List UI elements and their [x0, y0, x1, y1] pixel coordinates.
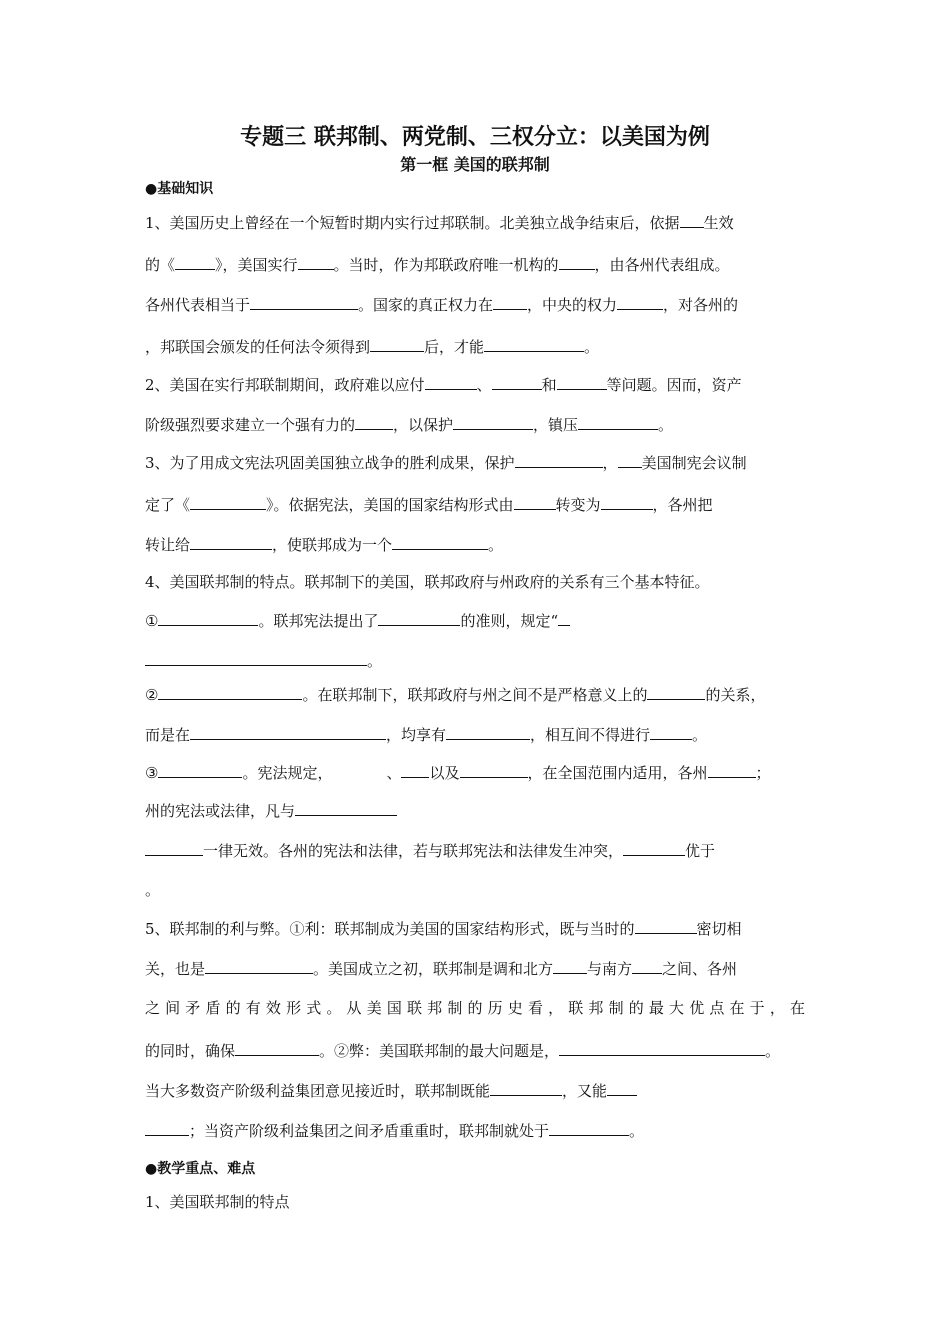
text-run: 各州代表相当于: [145, 296, 251, 314]
fill-blank[interactable]: [295, 800, 397, 816]
text-run: 和: [541, 376, 557, 394]
text-run: ，以保护: [393, 416, 454, 434]
text-run: 州的宪法或法律，凡与: [145, 802, 296, 820]
fill-blank[interactable]: [607, 1080, 637, 1096]
fill-blank[interactable]: [635, 918, 697, 934]
text-run: 。: [584, 338, 600, 356]
text-run: 。在联邦制下，联邦政府与州之间不是严格意义上的: [302, 686, 648, 704]
text-line: [145, 1080, 637, 1101]
fill-blank[interactable]: [158, 684, 302, 700]
text-run: 密切相: [696, 920, 742, 938]
fill-blank[interactable]: [298, 254, 334, 270]
fill-blank[interactable]: [618, 452, 642, 468]
fill-blank[interactable]: [557, 374, 607, 390]
text-line: [145, 998, 805, 1018]
text-line: [145, 800, 397, 821]
text-run: ①: [145, 612, 159, 630]
text-line: [145, 840, 715, 861]
text-run: 。: [145, 881, 161, 899]
text-run: 》。依据宪法，美国的国家结构形式由: [266, 496, 514, 514]
text-run: 、: [476, 376, 492, 394]
fill-blank[interactable]: [623, 840, 685, 856]
fill-blank[interactable]: [355, 414, 393, 430]
fill-blank[interactable]: [484, 336, 584, 352]
fill-blank[interactable]: [549, 1120, 629, 1136]
fill-blank[interactable]: [446, 724, 530, 740]
text-run: 。: [629, 1122, 645, 1140]
page-title: 专题三 联邦制、两党制、三权分立：以美国为例: [240, 125, 710, 150]
text-run: 当大多数资产阶级利益集团意见接近时，联邦制既能: [145, 1082, 491, 1100]
text-line: [145, 762, 771, 783]
text-line: [145, 958, 737, 979]
text-run: ，相互间不得进行: [530, 726, 651, 744]
text-run: 美国制宪会议制: [641, 454, 747, 472]
fill-blank[interactable]: [158, 610, 258, 626]
text-run: 。: [692, 726, 708, 744]
fill-blank[interactable]: [617, 294, 663, 310]
text-line: [145, 534, 503, 555]
text-line: [145, 414, 673, 435]
fill-blank[interactable]: [650, 724, 692, 740]
section-heading-key-points: ●教学重点、难点: [145, 1161, 256, 1177]
text-line: [145, 918, 742, 939]
fill-blank[interactable]: [378, 610, 460, 626]
fill-blank[interactable]: [145, 650, 367, 666]
text-run: 1、美国历史上曾经在一个短暂时期内实行过邦联制。北美独立战争结束后，依据: [145, 214, 680, 232]
fill-blank[interactable]: [559, 254, 595, 270]
text-run: 优于: [685, 842, 716, 860]
text-run: 1、美国联邦制的特点: [145, 1193, 290, 1211]
text-line: [145, 880, 160, 900]
fill-blank[interactable]: [460, 762, 528, 778]
text-run: ，由各州代表组成。: [594, 256, 730, 274]
text-run: 之间矛盾的有效形式。从美国联邦制的历史看，联邦制的最大优点在于，在: [145, 999, 805, 1017]
text-line: [145, 650, 382, 671]
text-run: ，邦联国会颁发的任何法令须得到: [145, 338, 371, 356]
text-run: 生效: [703, 214, 734, 232]
text-run: ，均享有: [386, 726, 447, 744]
fill-blank[interactable]: [250, 294, 358, 310]
fill-blank[interactable]: [490, 1080, 562, 1096]
text-run: 关，也是: [145, 960, 206, 978]
fill-blank[interactable]: [235, 1040, 319, 1056]
text-run: 一律无效。各州的宪法和法律，若与联邦宪法和法律发生冲突，: [203, 842, 624, 860]
text-run: ③: [145, 764, 159, 782]
text-line: [145, 294, 738, 315]
text-run: 定了《: [145, 496, 191, 514]
fill-blank[interactable]: [145, 840, 203, 856]
text-run: 后，才能: [424, 338, 485, 356]
text-line: [145, 684, 765, 705]
text-run: 。②弊：美国联邦制的最大问题是，: [319, 1042, 560, 1060]
text-line: [145, 212, 734, 233]
text-run: ②: [145, 686, 159, 704]
text-run: 。宪法规定，: [242, 764, 333, 782]
fill-blank[interactable]: [492, 374, 542, 390]
fill-blank[interactable]: [601, 494, 653, 510]
text-run: 之间、各州: [662, 960, 738, 978]
text-line: [145, 572, 710, 592]
fill-blank[interactable]: [647, 684, 705, 700]
text-run: ；当资产阶级利益集团之间矛盾重重时，联邦制就处于: [189, 1122, 550, 1140]
text-run: 3、为了用成文宪法巩固美国独立战争的胜利成果，保护: [145, 454, 515, 472]
fill-blank[interactable]: [425, 374, 477, 390]
text-run: ，对各州的: [663, 296, 739, 314]
fill-blank[interactable]: [190, 534, 272, 550]
fill-blank[interactable]: [158, 762, 242, 778]
text-run: 以及: [429, 764, 460, 782]
fill-blank[interactable]: [515, 452, 603, 468]
text-run: 。: [658, 416, 674, 434]
fill-blank[interactable]: [514, 494, 556, 510]
fill-blank[interactable]: [205, 958, 313, 974]
text-run: 的同时，确保: [145, 1042, 236, 1060]
page-subtitle: 第一框 美国的联邦制: [400, 155, 550, 174]
fill-blank[interactable]: [632, 958, 662, 974]
text-line: [145, 452, 747, 473]
text-run: 。: [765, 1042, 781, 1060]
text-run: 的《: [145, 256, 176, 274]
text-run: 阶级强烈要求建立一个强有力的: [145, 416, 356, 434]
fill-blank[interactable]: [190, 724, 386, 740]
text-run: ，又能: [562, 1082, 608, 1100]
fill-blank[interactable]: [145, 1120, 189, 1136]
text-run: ，中央的权力: [527, 296, 618, 314]
text-run: 。当时，作为邦联政府唯一机构的: [333, 256, 559, 274]
text-line: [145, 336, 599, 357]
text-run: 。美国成立之初，联邦制是调和北方: [313, 960, 554, 978]
text-line: [145, 610, 570, 631]
text-run: ，各州把: [652, 496, 713, 514]
fill-blank[interactable]: [708, 762, 756, 778]
text-run: 5、联邦制的利与弊。①利：联邦制成为美国的国家结构形式，既与当时的: [145, 920, 635, 938]
text-run: 而是在: [145, 726, 191, 744]
text-run: 等问题。因而，资产: [606, 376, 742, 394]
fill-blank[interactable]: [453, 414, 533, 430]
fill-blank[interactable]: [175, 254, 215, 270]
fill-blank[interactable]: [190, 494, 266, 510]
text-run: ；: [755, 764, 771, 782]
text-line: [145, 374, 742, 395]
text-run: 。联邦宪法提出了: [258, 612, 379, 630]
text-run: 2、美国在实行邦联制期间，政府难以应付: [145, 376, 425, 394]
text-line: [145, 494, 713, 515]
text-run: 与南方: [587, 960, 633, 978]
text-line: [145, 254, 730, 275]
text-run: 转让给: [145, 536, 191, 554]
text-line: [145, 1192, 290, 1212]
text-run: 的关系，: [705, 686, 766, 704]
text-run: 的准则，规定“: [460, 612, 559, 630]
text-line: [145, 1120, 644, 1141]
text-run: ，: [602, 454, 618, 472]
fill-blank[interactable]: [493, 294, 527, 310]
text-run: 。国家的真正权力在: [358, 296, 494, 314]
text-run: ，在全国范围内适用，各州: [527, 764, 708, 782]
fill-blank[interactable]: [559, 1040, 765, 1056]
text-run: ，使联邦成为一个: [272, 536, 393, 554]
text-run: ，镇压: [533, 416, 579, 434]
fill-blank[interactable]: [680, 212, 704, 228]
section-heading-basic: ●基础知识: [145, 181, 214, 197]
fill-blank[interactable]: [553, 958, 587, 974]
fill-blank[interactable]: [401, 762, 429, 778]
text-run: 。: [367, 652, 383, 670]
text-run: 。: [488, 536, 504, 554]
text-line: [145, 724, 707, 745]
fill-blank[interactable]: [392, 534, 488, 550]
text-run: 转变为: [555, 496, 601, 514]
text-line: [145, 1040, 780, 1061]
text-run: 4、美国联邦制的特点。联邦制下的美国，联邦政府与州政府的关系有三个基本特征。: [145, 573, 710, 591]
fill-blank[interactable]: [370, 336, 424, 352]
text-run: 》，美国实行: [215, 256, 298, 274]
fill-blank[interactable]: [578, 414, 658, 430]
text-run: 、: [386, 764, 402, 782]
fill-blank[interactable]: [558, 610, 570, 626]
